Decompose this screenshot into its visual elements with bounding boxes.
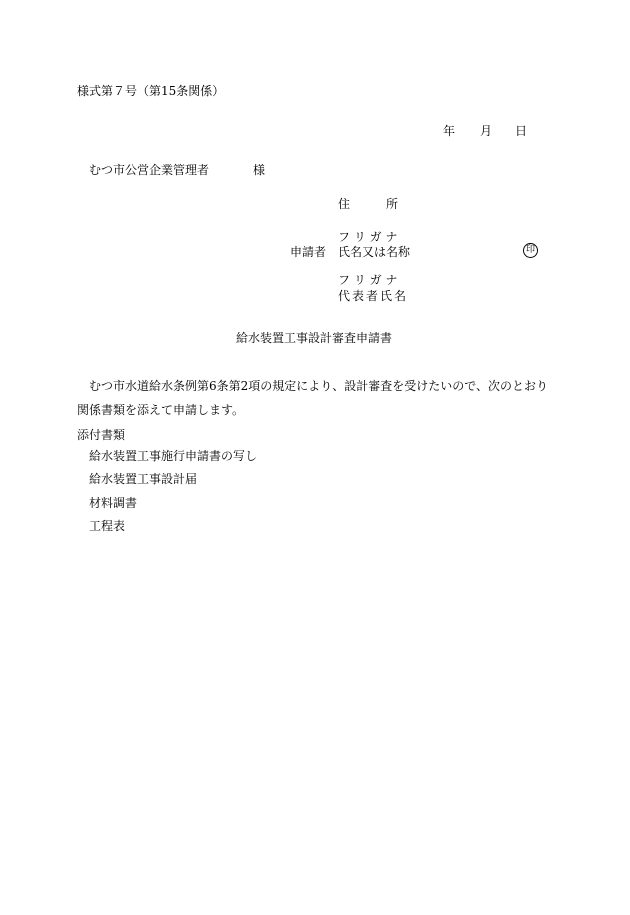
address-label: 住 所	[338, 197, 399, 211]
name-furigana-label: フ リ ガ ナ	[338, 230, 398, 244]
representative-name-label: 代表者氏名	[338, 289, 409, 303]
addressee-honorific: 様	[253, 163, 266, 177]
applicant-role-label: 申請者	[290, 245, 327, 259]
attachment-item: 工程表	[89, 519, 126, 533]
addressee-name: むつ市公営企業管理者	[89, 163, 210, 177]
representative-furigana-label: フ リ ガ ナ	[338, 273, 398, 287]
date-month-label: 月	[480, 124, 493, 138]
attachment-item: 給水装置工事施行申請書の写し	[89, 449, 258, 463]
attachment-item: 材料調書	[89, 496, 138, 510]
attachments-heading: 添付書類	[77, 428, 126, 442]
form-number: 様式第７号（第15条関係）	[77, 84, 225, 98]
date-year-label: 年	[443, 124, 456, 138]
document-title: 給水装置工事設計審査申請書	[236, 331, 393, 345]
attachment-item: 給水装置工事設計届	[89, 472, 198, 486]
name-label: 氏名又は名称	[338, 245, 411, 259]
date-day-label: 日	[515, 124, 528, 138]
body-paragraph: むつ市水道給水条例第6条第2項の規定により、設計審査を受けたいので、次のとおり関係書類を添えて申請します。	[77, 379, 549, 417]
seal-mark: 印	[523, 243, 538, 258]
